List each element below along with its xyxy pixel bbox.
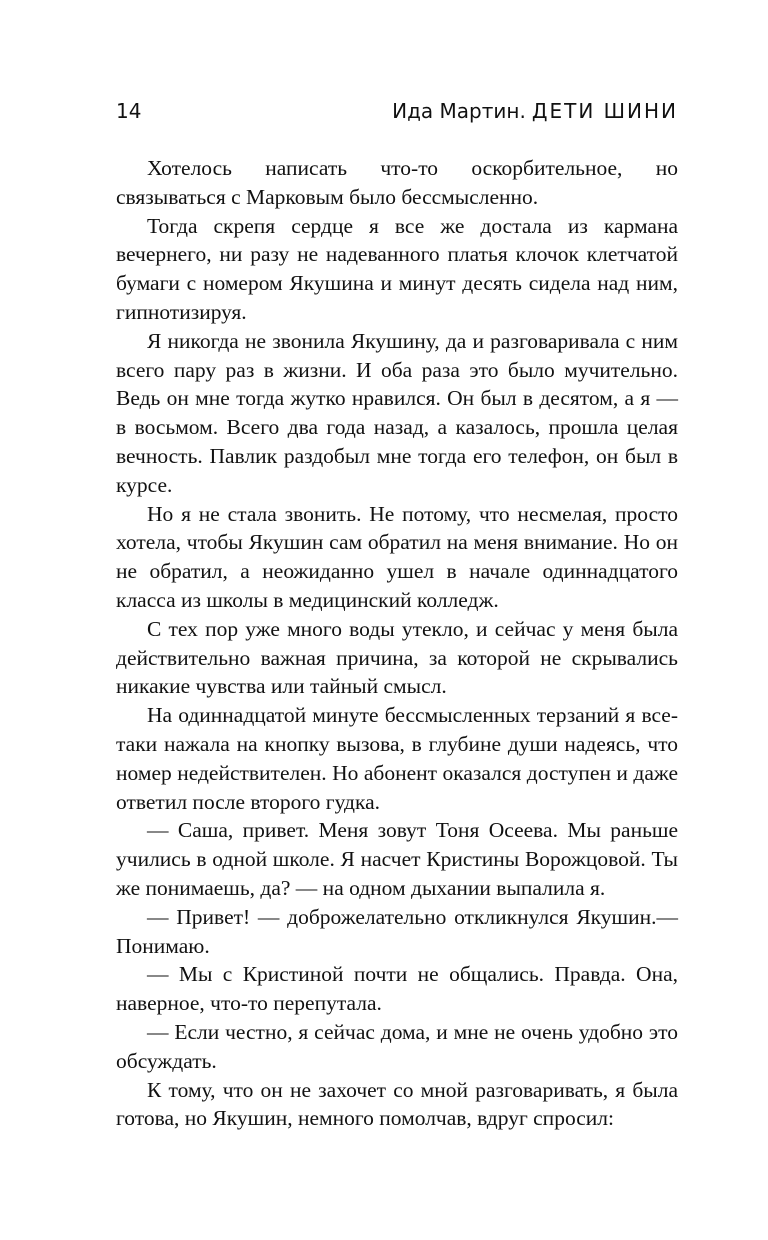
paragraph: Хотелось написать что-то оскорбительное, но связываться с Марковым было бессмысленно. xyxy=(116,156,678,209)
paragraph: С тех пор уже много воды утекло, и сейчас у меня была действительно важная причина, за которой не скрывались никакие чувства или тайный смысл. xyxy=(116,616,678,699)
running-header xyxy=(116,96,678,126)
dialogue-line: — Привет! — доброжелательно откликнулся Якушин.— Понимаю. xyxy=(116,904,678,958)
body-text xyxy=(116,154,678,1133)
paragraph: К тому, что он не захочет со мной разговаривать, я была готова, но Якушин, немного помолчав, вдруг спросил: xyxy=(116,1077,678,1131)
dialogue-line: — Саша, привет. Меня зовут Тоня Осеева. Мы раньше учились в одной школе. Я насчет Кристины Ворожцовой. Ты же понимаешь, да? — на одном дыхании выпалила я. xyxy=(116,818,678,900)
running-head xyxy=(392,96,678,126)
dialogue-line: — Мы с Кристиной почти не общались. Правда. Она, наверное, что-то перепутала. xyxy=(116,962,678,1016)
author-name: Ида Мартин. xyxy=(392,99,526,123)
book-title: ДЕТИ ШИНИ xyxy=(531,99,678,123)
dialogue-line: — Если честно, я сейчас дома, и мне не очень удобно это обсуждать. xyxy=(116,1019,678,1073)
paragraph: Тогда скрепя сердце я все же достала из кармана вечернего, ни разу не надеванного платья клочок клетчатой бумаги с номером Якушина и минут десять сидела над ним, гипнотизируя. xyxy=(116,213,678,324)
paragraph: Но я не стала звонить. Не потому, что несмелая, просто хотела, чтобы Якушин сам обратил на меня внимание. Но он не обратил, а неожиданно ушел в начале одиннадцатого класса из школы в медицинский колледж. xyxy=(116,501,678,612)
paragraph: На одиннадцатой минуте бессмысленных терзаний я все-таки нажала на кнопку вызова, в глубине души надеясь, что номер недействителен. Но абонент оказался доступен и даже ответил после второго гудка. xyxy=(116,703,678,814)
page-number: 14 xyxy=(116,99,142,123)
paragraph: Я никогда не звонила Якушину, да и разговаривала с ним всего пару раз в жизни. И оба раза это было мучительно. Ведь он мне тогда жутко нравился. Он был в десятом, а я — в восьмом. Всего два года назад, а казалось, прошла целая вечность. Павлик раздобыл мне тогда его телефон, он был в курсе. xyxy=(116,328,678,497)
